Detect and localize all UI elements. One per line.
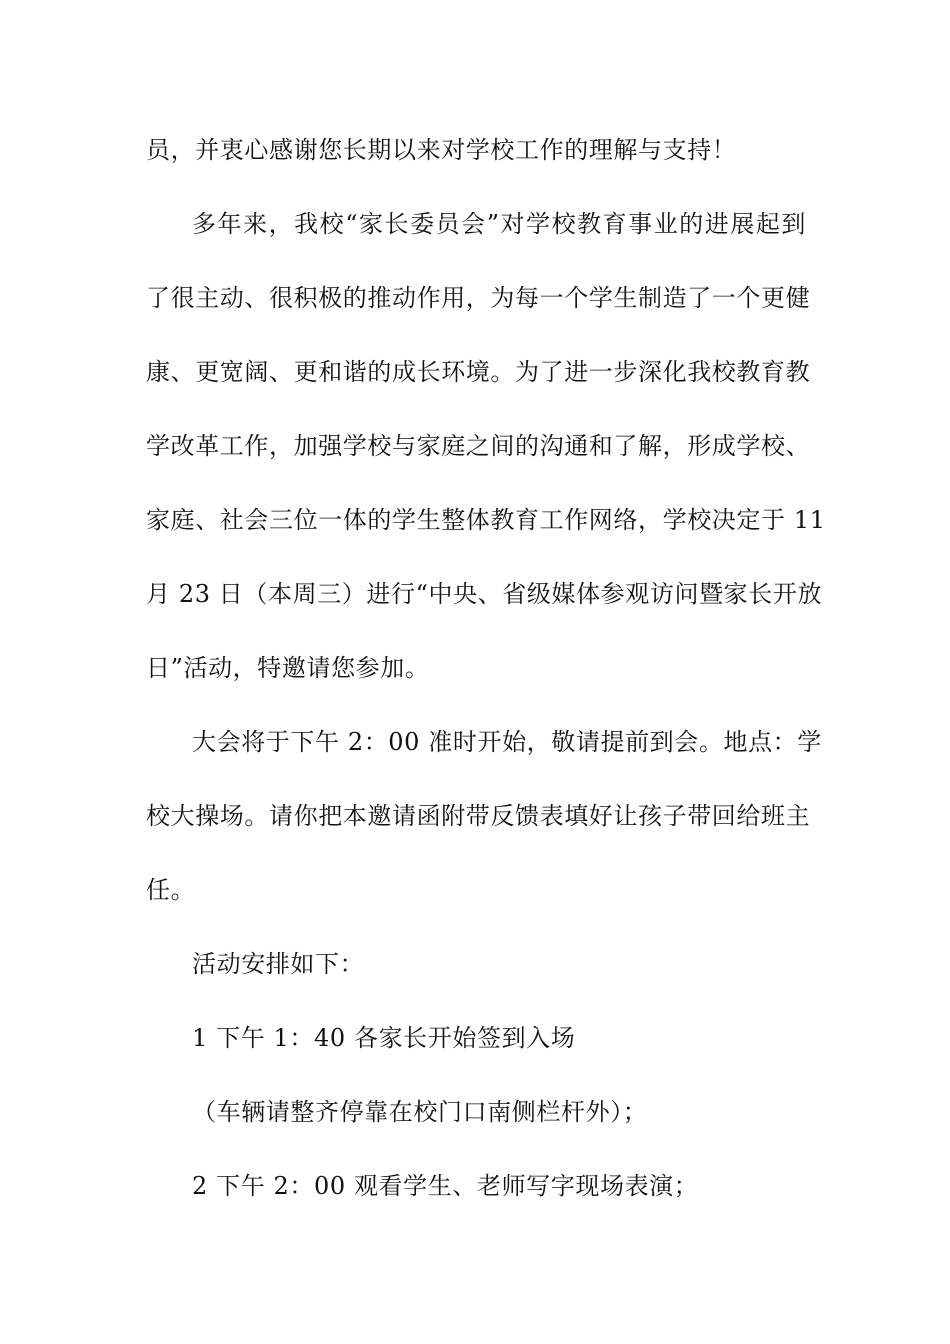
text-line: 任。 (146, 876, 196, 904)
text-line: 员，并衷心感谢您长期以来对学校工作的理解与支持！ (146, 136, 737, 164)
text-line: 了很主动、很积极的推动作用，为每一个学生制造了一个更健 (146, 284, 811, 312)
text-line: 学改革工作，加强学校与家庭之间的沟通和了解，形成学校、 (146, 432, 811, 460)
paragraph-line: 大会将于下午 2：00 准时开始，敬请提前到会。地点：学 (192, 728, 822, 756)
letter-body (146, 128, 826, 1238)
paragraph-line: 多年来，我校“家长委员会”对学校教育事业的进展起到 (192, 210, 806, 238)
text-line: 家庭、社会三位一体的学生整体教育工作网络，学校决定于 11 (146, 506, 826, 534)
schedule-item: 2 下午 2：00 观看学生、老师写字现场表演； (192, 1172, 699, 1200)
text-line: 月 23 日（本周三）进行“中央、省级媒体参观访问暨家长开放 (146, 580, 823, 608)
schedule-heading: 活动安排如下： (192, 950, 365, 978)
schedule-note: （车辆请整齐停靠在校门口南侧栏杆外）； (192, 1098, 648, 1126)
text-line: 校大操场。请你把本邀请函附带反馈表填好让孩子带回给班主 (146, 802, 811, 830)
text-line: 日”活动，特邀请您参加。 (146, 654, 430, 682)
text-line: 康、更宽阔、更和谐的成长环境。为了进一步深化我校教育教 (146, 358, 811, 386)
schedule-item: 1 下午 1：40 各家长开始签到入场 (192, 1024, 576, 1052)
